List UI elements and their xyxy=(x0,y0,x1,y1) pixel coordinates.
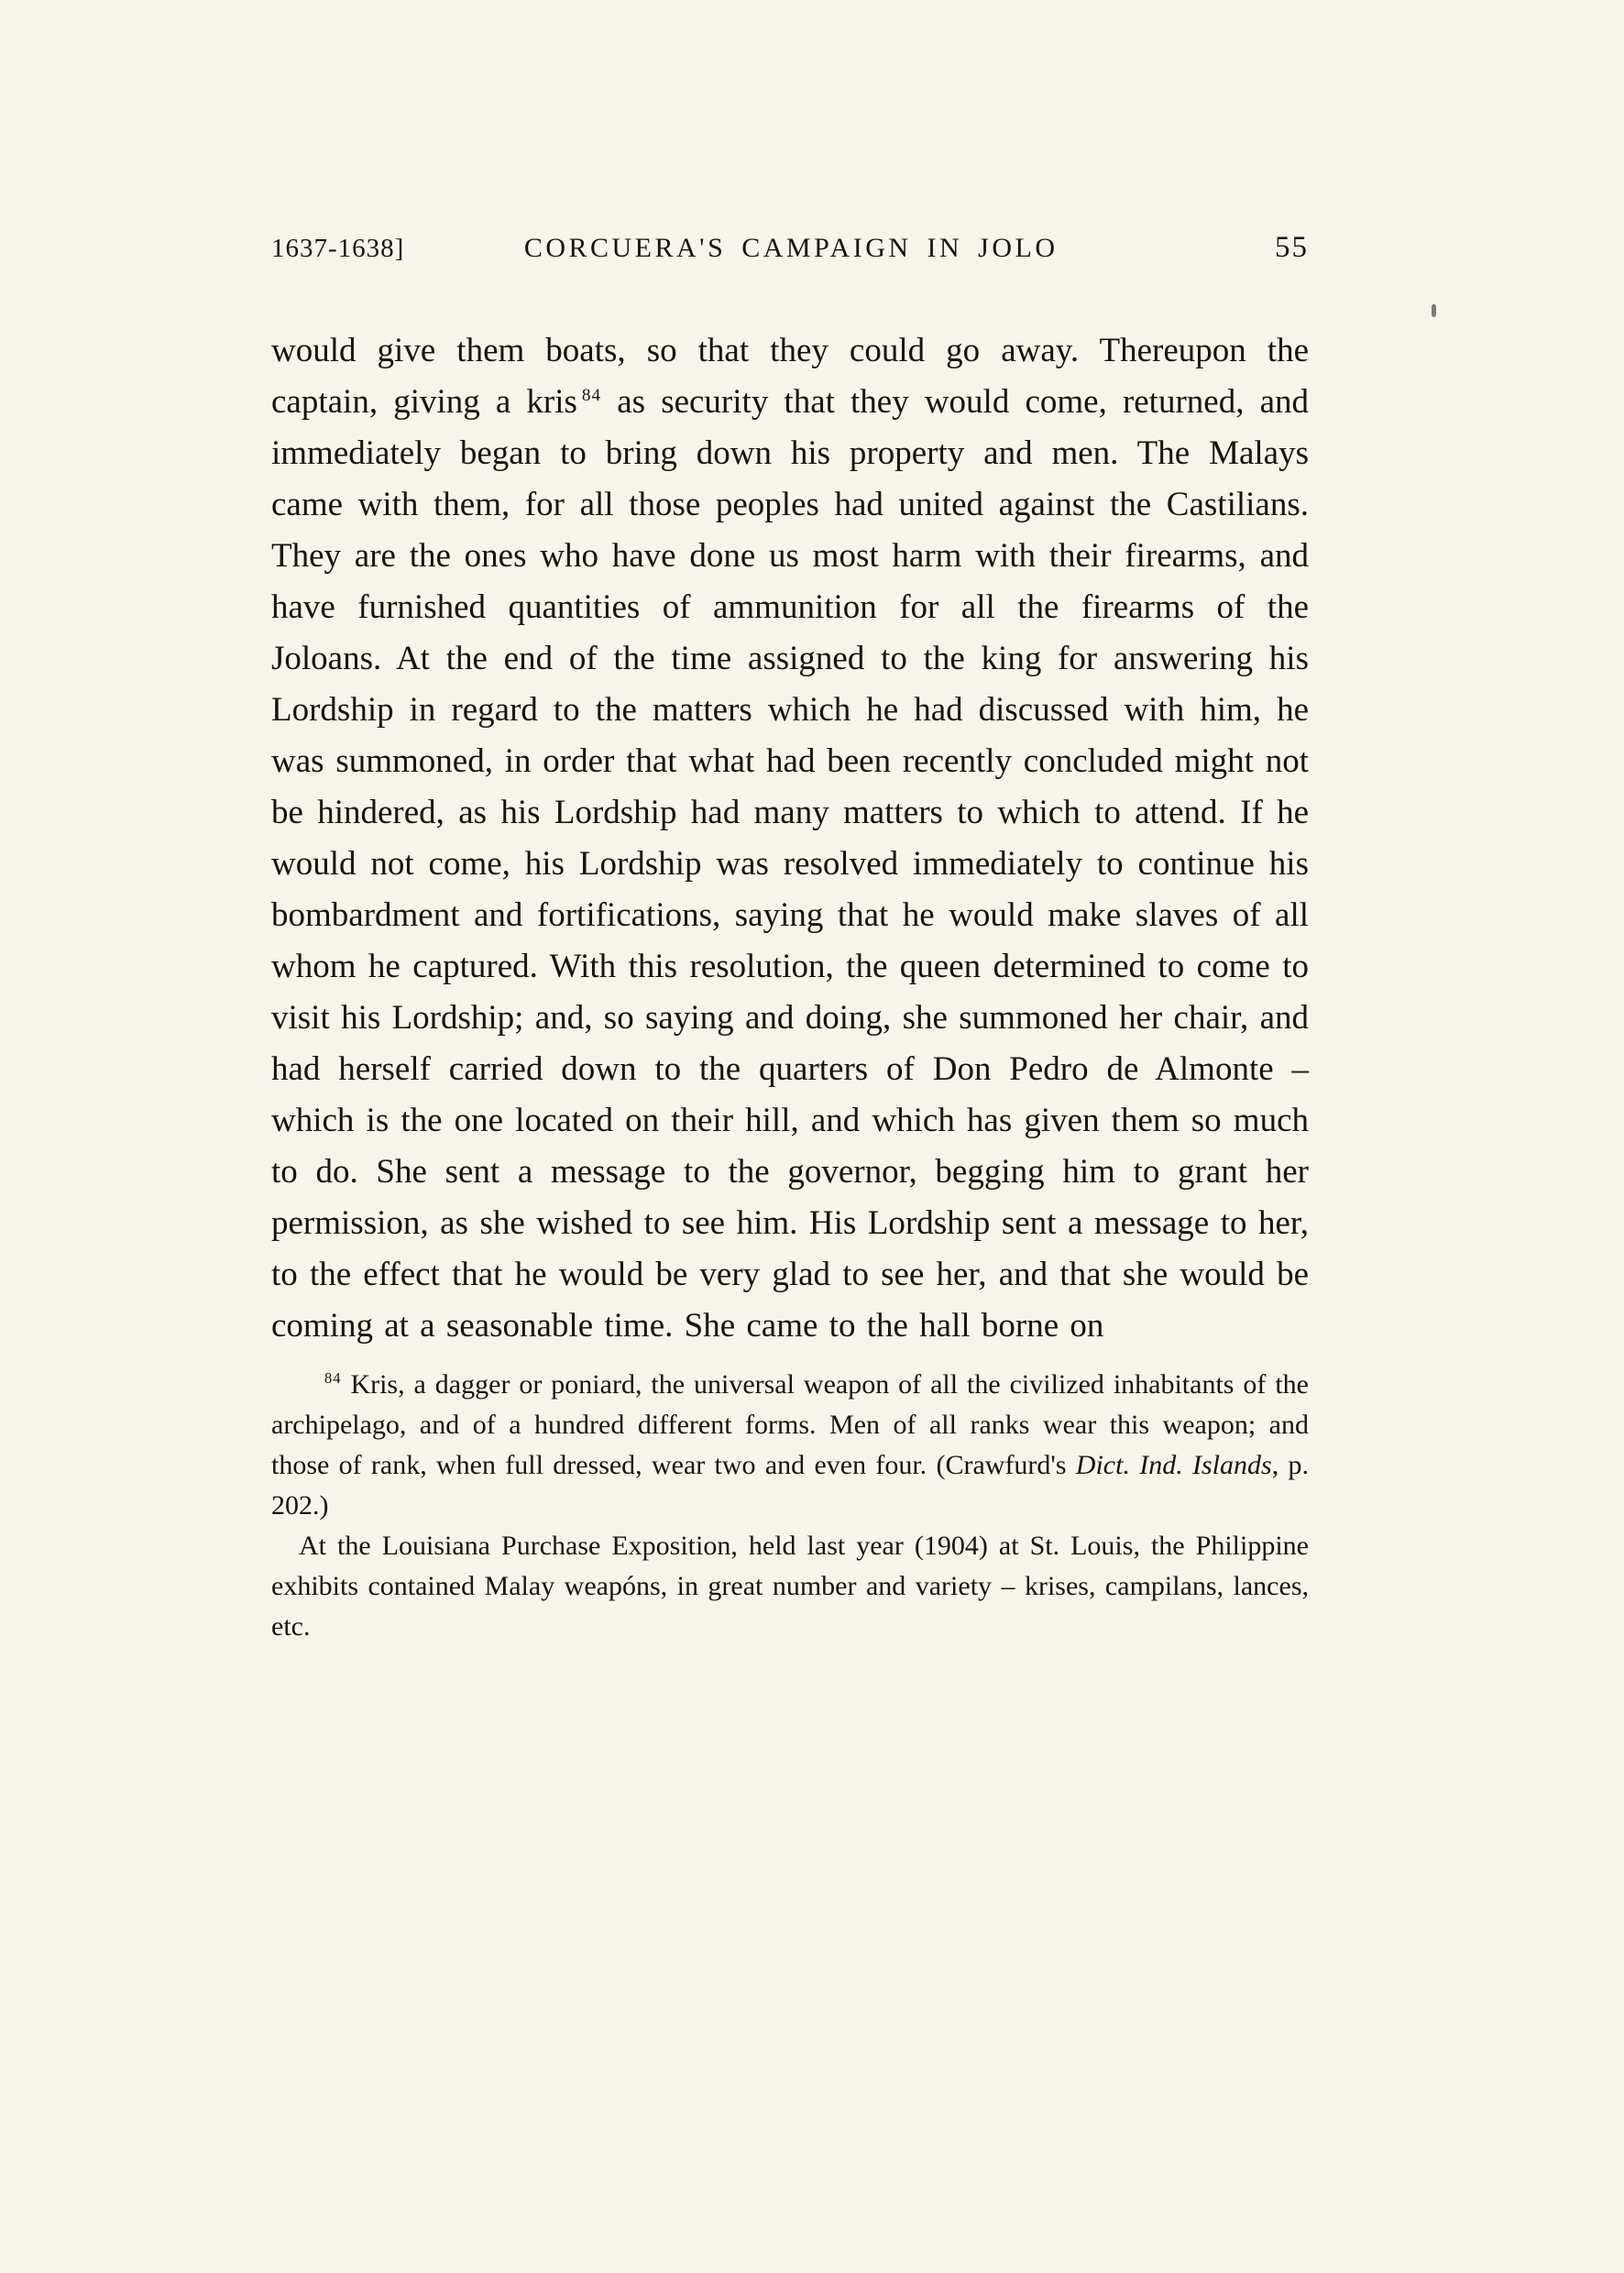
body-text-block xyxy=(271,325,1309,1352)
running-header xyxy=(271,231,1309,265)
footnote-1-marker: 84 xyxy=(324,1369,342,1387)
footnote-1-citation-page: , p. 202.) xyxy=(271,1450,1309,1521)
body-paragraph-text-before-ref: would give them boats, so that they could go away. Thereupon the captain, giving a kris xyxy=(271,332,1309,421)
body-paragraph-text-after-ref: as security that they would come, returned, and immediately began to bring down his property and men. The Malays came with them, for all those peoples had united against the Castilians. They are the ones who have done us most harm with their firearms, and have furnished quantities of ammunition for all the firearms of the Joloans. At the end of the time assigned to the king for answering his Lordship in regard to the matters which he had discussed with him, he was summoned, in order that what had been recently concluded might not be hindered, as his Lordship had many matters to which to attend. If he would not come, his Lordship was resolved immediately to continue his bombardment and fortifications, saying that he would make slaves of all whom he captured. With this resolution, the queen determined to come to visit his Lordship; and, so saying and doing, she summoned her chair, and had herself carried down to the quarters of Don Pedro de Almonte – which is the one located on their hill, and which has given them so much to do. She sent a message to the governor, begging him to grant her permission, as she wished to see him. His Lordship sent a message to her, to the effect that he would be very glad to see her, and that she would be coming at a seasonable time. She came to the hall borne on xyxy=(271,383,1309,1345)
footnote-2 xyxy=(271,1526,1309,1647)
footnote-1-text: Kris, a dagger or poniard, the universal weapon of all the civilized inhabitants of the archipelago, and of a hundred different forms. Men of all ranks wear this weapon; and those of rank, when full dressed, wear two and even four. (Crawfurd's xyxy=(271,1369,1309,1480)
scan-artifact-mark xyxy=(1432,304,1436,317)
footnotes-block xyxy=(271,1365,1309,1647)
footnote-reference: 84 xyxy=(581,385,602,405)
header-year-range: 1637-1638] xyxy=(271,234,405,263)
running-title: CORCUERA'S CAMPAIGN IN JOLO xyxy=(523,233,1059,263)
body-paragraph xyxy=(271,325,1309,1352)
footnote-1 xyxy=(271,1365,1309,1526)
page-number: 55 xyxy=(1275,231,1309,264)
footnote-1-citation-title: Dict. Ind. Islands xyxy=(1075,1450,1272,1480)
footnote-2-text: At the Louisiana Purchase Exposition, held last year (1904) at St. Louis, the Philippine exhibits contained Malay weapóns, in great number and variety – krises, campilans, lances, etc. xyxy=(271,1531,1309,1642)
